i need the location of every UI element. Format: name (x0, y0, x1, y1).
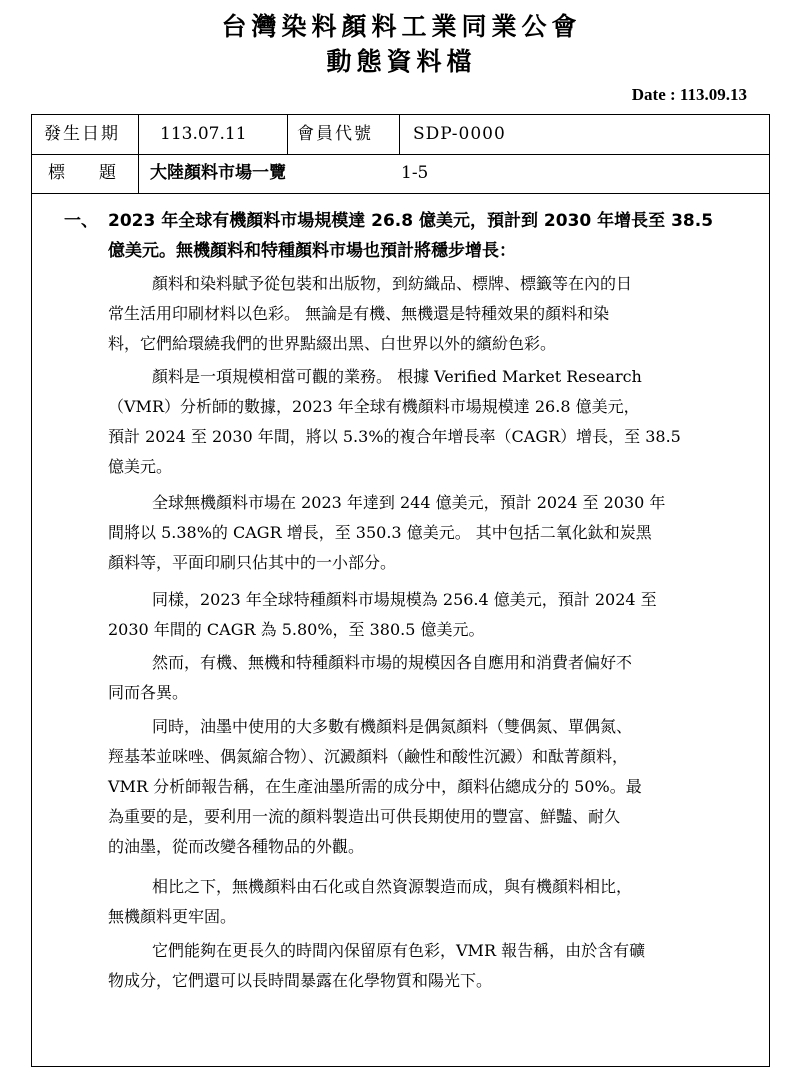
text-line: 它們能夠在更長久的時間內保留原有色彩，VMR 報告稱，由於含有礦 (152, 941, 646, 960)
member-code-label: 會員代號 (297, 124, 373, 144)
paragraph (108, 936, 758, 996)
section-number: 一、 (64, 211, 98, 231)
divider (287, 115, 288, 154)
text-line: 同而各異。 (108, 683, 189, 702)
text-line: 顏料等，平面印刷只佔其中的一小部分。 (108, 553, 397, 572)
text-line: 料，它們給環繞我們的世界點綴出黑、白世界以外的繽紛色彩。 (108, 334, 557, 353)
text-line: 然而，有機、無機和特種顏料市場的規模因各自應用和消費者偏好不 (152, 653, 633, 672)
subject-label: 標 題 (48, 163, 116, 183)
association-title: 台灣染料顏料工業同業公會 (221, 12, 582, 41)
text-line: VMR 分析師報告稱，在生產油墨所需的成分中，顏料佔總成分的 50%。最 (108, 777, 642, 796)
info-row-2 (32, 154, 769, 194)
text-line: 相比之下，無機顏料由石化或自然資源製造而成，與有機顏料相比， (152, 877, 633, 896)
paragraph (108, 872, 758, 932)
document-frame (31, 114, 770, 1067)
subject-value: 大陸顏料市場一覽 (150, 163, 286, 183)
text-line: 億美元。 (108, 457, 173, 476)
text-line: 無機顏料更牢固。 (108, 907, 237, 926)
section-heading-line1: 2023 年全球有機顏料市場規模達 26.8 億美元，預計到 2030 年增長至 38.5 (108, 211, 714, 231)
text-line: 同樣，2023 年全球特種顏料市場規模為 256.4 億美元，預計 2024 至 (152, 590, 657, 609)
text-line: 顏料和染料賦予從包裝和出版物，到紡織品、標牌、標籤等在內的日 (152, 274, 633, 293)
paragraph (108, 648, 758, 708)
text-line: 間將以 5.38%的 CAGR 增長，至 350.3 億美元。 其中包括二氧化鈦和炭黑 (108, 523, 652, 542)
paragraph (108, 712, 758, 862)
text-line: 同時，油墨中使用的大多數有機顏料是偶氮顏料（雙偶氮、單偶氮、 (152, 717, 633, 736)
text-line: 2030 年間的 CAGR 為 5.80%，至 380.5 億美元。 (108, 620, 485, 639)
text-line: （VMR）分析師的數據，2023 年全球有機顏料市場規模達 26.8 億美元， (108, 397, 640, 416)
text-line: 的油墨，從而改變各種物品的外觀。 (108, 837, 365, 856)
text-line: 常生活用印刷材料以色彩。 無論是有機、無機還是特種效果的顏料和染 (108, 304, 610, 323)
paragraph (108, 585, 758, 645)
divider (138, 154, 139, 193)
divider (138, 115, 139, 154)
member-code-value: SDP-0000 (413, 124, 506, 144)
text-line: 為重要的是，要利用一流的顏料製造出可供長期使用的豐富、鮮豔、耐久 (108, 807, 621, 826)
text-line: 物成分，它們還可以長時間暴露在化學物質和陽光下。 (108, 971, 493, 990)
text-line: 顏料是一項規模相當可觀的業務。 根據 Verified Market Research (152, 367, 642, 386)
subject-page: 1-5 (401, 163, 429, 183)
occurrence-date-label: 發生日期 (44, 124, 120, 144)
divider (399, 115, 400, 154)
paragraph (108, 269, 758, 359)
occurrence-date-value: 113.07.11 (160, 124, 247, 144)
text-line: 羥基苯並咪唑、偶氮縮合物）、沉澱顏料（鹼性和酸性沉澱）和酞菁顏料， (108, 747, 629, 766)
paragraph (108, 488, 758, 578)
info-row-1 (32, 115, 769, 155)
document-title: 動態資料檔 (326, 47, 477, 76)
section-heading-line2: 億美元。無機顏料和特種顏料市場也預計將穩步增長： (108, 241, 516, 261)
text-line: 預計 2024 至 2030 年間，將以 5.3%的複合年增長率（CAGR）增長，至 38.5 (108, 427, 681, 446)
document-date: Date : 113.09.13 (631, 85, 747, 104)
text-line: 全球無機顏料市場在 2023 年達到 244 億美元，預計 2024 至 2030 年 (152, 493, 666, 512)
paragraph (108, 362, 758, 482)
